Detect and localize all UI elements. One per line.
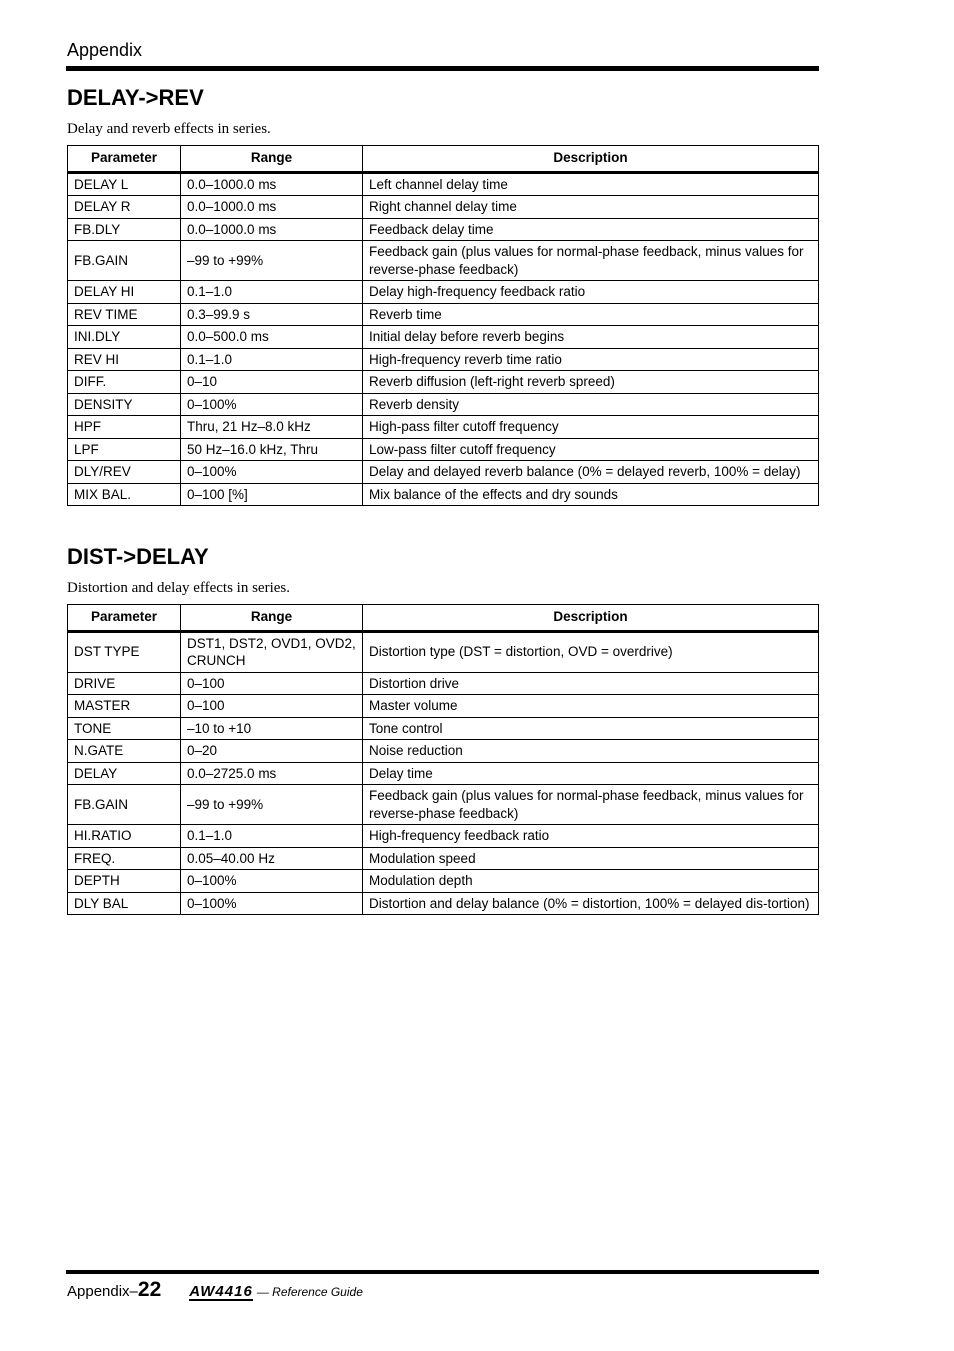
cell-range: 0–100 [181, 672, 363, 695]
table-row [68, 762, 819, 785]
cell-range: 0.1–1.0 [181, 281, 363, 304]
cell-description: Feedback gain (plus values for normal-phase feedback, minus values for reverse-phase feedback) [363, 785, 819, 825]
guide-title: — Reference Guide [256, 1285, 363, 1299]
cell-range: 0–100% [181, 393, 363, 416]
cell-parameter: DLY/REV [68, 461, 181, 484]
cell-parameter: MIX BAL. [68, 483, 181, 506]
section-description: Delay and reverb effects in series. [67, 121, 271, 137]
cell-description: Reverb diffusion (left-right reverb spreed) [363, 371, 819, 394]
cell-parameter: FB.GAIN [68, 241, 181, 281]
cell-description: Right channel delay time [363, 196, 819, 219]
table-row [68, 892, 819, 915]
cell-description: Initial delay before reverb begins [363, 326, 819, 349]
cell-description: Delay and delayed reverb balance (0% = delayed reverb, 100% = delay) [363, 461, 819, 484]
table-row [68, 348, 819, 371]
table-row [68, 393, 819, 416]
cell-range: DST1, DST2, OVD1, OVD2, CRUNCH [181, 631, 363, 672]
table-row [68, 416, 819, 439]
parameter-table [67, 604, 819, 915]
cell-range: 0–100% [181, 870, 363, 893]
table-row [68, 241, 819, 281]
table-row [68, 438, 819, 461]
cell-description: Left channel delay time [363, 172, 819, 196]
cell-description: Distortion drive [363, 672, 819, 695]
cell-parameter: DLY BAL [68, 892, 181, 915]
table-row [68, 326, 819, 349]
cell-range: 0.0–2725.0 ms [181, 762, 363, 785]
section-title: DELAY->REV [67, 85, 204, 110]
top-rule [66, 66, 819, 71]
table-row [68, 825, 819, 848]
cell-range: 0.1–1.0 [181, 825, 363, 848]
cell-description: High-frequency feedback ratio [363, 825, 819, 848]
cell-range: 0–20 [181, 740, 363, 763]
table-row [68, 740, 819, 763]
cell-description: Distortion and delay balance (0% = distortion, 100% = delayed dis-tortion) [363, 892, 819, 915]
cell-range: Thru, 21 Hz–8.0 kHz [181, 416, 363, 439]
page-footer [67, 1278, 363, 1308]
cell-range: 0.0–500.0 ms [181, 326, 363, 349]
table-row [68, 483, 819, 506]
table-header-row [68, 605, 819, 632]
cell-parameter: MASTER [68, 695, 181, 718]
column-header-parameter: Parameter [68, 605, 181, 632]
cell-range: 0–100% [181, 461, 363, 484]
cell-parameter: REV HI [68, 348, 181, 371]
cell-description: Distortion type (DST = distortion, OVD = overdrive) [363, 631, 819, 672]
cell-parameter: DELAY L [68, 172, 181, 196]
cell-description: Delay time [363, 762, 819, 785]
cell-parameter: HI.RATIO [68, 825, 181, 848]
cell-description: High-pass filter cutoff frequency [363, 416, 819, 439]
column-header-description: Description [363, 146, 819, 173]
table-row [68, 631, 819, 672]
cell-range: 0.3–99.9 s [181, 303, 363, 326]
table-row [68, 172, 819, 196]
cell-description: Modulation depth [363, 870, 819, 893]
parameter-table [67, 145, 819, 506]
cell-range: 0.1–1.0 [181, 348, 363, 371]
page-label: Appendix– [67, 1283, 138, 1300]
cell-parameter: LPF [68, 438, 181, 461]
cell-parameter: HPF [68, 416, 181, 439]
cell-description: Noise reduction [363, 740, 819, 763]
bottom-rule [66, 1270, 819, 1274]
cell-range: 0–100 [181, 695, 363, 718]
cell-parameter: DENSITY [68, 393, 181, 416]
column-header-range: Range [181, 146, 363, 173]
cell-description: Reverb density [363, 393, 819, 416]
table-row [68, 870, 819, 893]
running-head: Appendix [67, 40, 143, 60]
cell-description: Mix balance of the effects and dry sounds [363, 483, 819, 506]
cell-parameter: N.GATE [68, 740, 181, 763]
column-header-range: Range [181, 605, 363, 632]
cell-range: 50 Hz–16.0 kHz, Thru [181, 438, 363, 461]
cell-description: High-frequency reverb time ratio [363, 348, 819, 371]
cell-parameter: FB.GAIN [68, 785, 181, 825]
cell-description: Feedback delay time [363, 218, 819, 241]
cell-parameter: INI.DLY [68, 326, 181, 349]
cell-description: Feedback gain (plus values for normal-phase feedback, minus values for reverse-phase feedback) [363, 241, 819, 281]
cell-parameter: DELAY HI [68, 281, 181, 304]
table-row [68, 281, 819, 304]
cell-description: Delay high-frequency feedback ratio [363, 281, 819, 304]
table-row [68, 218, 819, 241]
cell-range: –99 to +99% [181, 241, 363, 281]
cell-description: Tone control [363, 717, 819, 740]
table-row [68, 303, 819, 326]
cell-range: 0.05–40.00 Hz [181, 847, 363, 870]
cell-parameter: TONE [68, 717, 181, 740]
cell-parameter: FREQ. [68, 847, 181, 870]
cell-range: 0–10 [181, 371, 363, 394]
cell-parameter: DEPTH [68, 870, 181, 893]
product-logo: AW4416 [189, 1283, 253, 1300]
table-row [68, 672, 819, 695]
section-delay-rev [67, 85, 818, 506]
table-row [68, 717, 819, 740]
page-number: 22 [137, 1278, 162, 1301]
cell-description: Master volume [363, 695, 819, 718]
cell-description: Modulation speed [363, 847, 819, 870]
cell-description: Reverb time [363, 303, 819, 326]
cell-parameter: DRIVE [68, 672, 181, 695]
cell-range: 0.0–1000.0 ms [181, 172, 363, 196]
cell-parameter: DIFF. [68, 371, 181, 394]
cell-range: 0–100 [%] [181, 483, 363, 506]
cell-parameter: DELAY R [68, 196, 181, 219]
table-row [68, 371, 819, 394]
column-header-description: Description [363, 605, 819, 632]
cell-range: 0.0–1000.0 ms [181, 218, 363, 241]
table-row [68, 196, 819, 219]
cell-parameter: REV TIME [68, 303, 181, 326]
cell-parameter: FB.DLY [68, 218, 181, 241]
column-header-parameter: Parameter [68, 146, 181, 173]
section-title: DIST->DELAY [67, 544, 209, 569]
table-row [68, 695, 819, 718]
cell-range: –99 to +99% [181, 785, 363, 825]
cell-parameter: DST TYPE [68, 631, 181, 672]
table-row [68, 785, 819, 825]
section-dist-delay [67, 544, 818, 915]
cell-description: Low-pass filter cutoff frequency [363, 438, 819, 461]
table-row [68, 847, 819, 870]
cell-parameter: DELAY [68, 762, 181, 785]
table-header-row [68, 146, 819, 173]
cell-range: 0–100% [181, 892, 363, 915]
section-description: Distortion and delay effects in series. [67, 580, 290, 596]
cell-range: –10 to +10 [181, 717, 363, 740]
table-row [68, 461, 819, 484]
cell-range: 0.0–1000.0 ms [181, 196, 363, 219]
